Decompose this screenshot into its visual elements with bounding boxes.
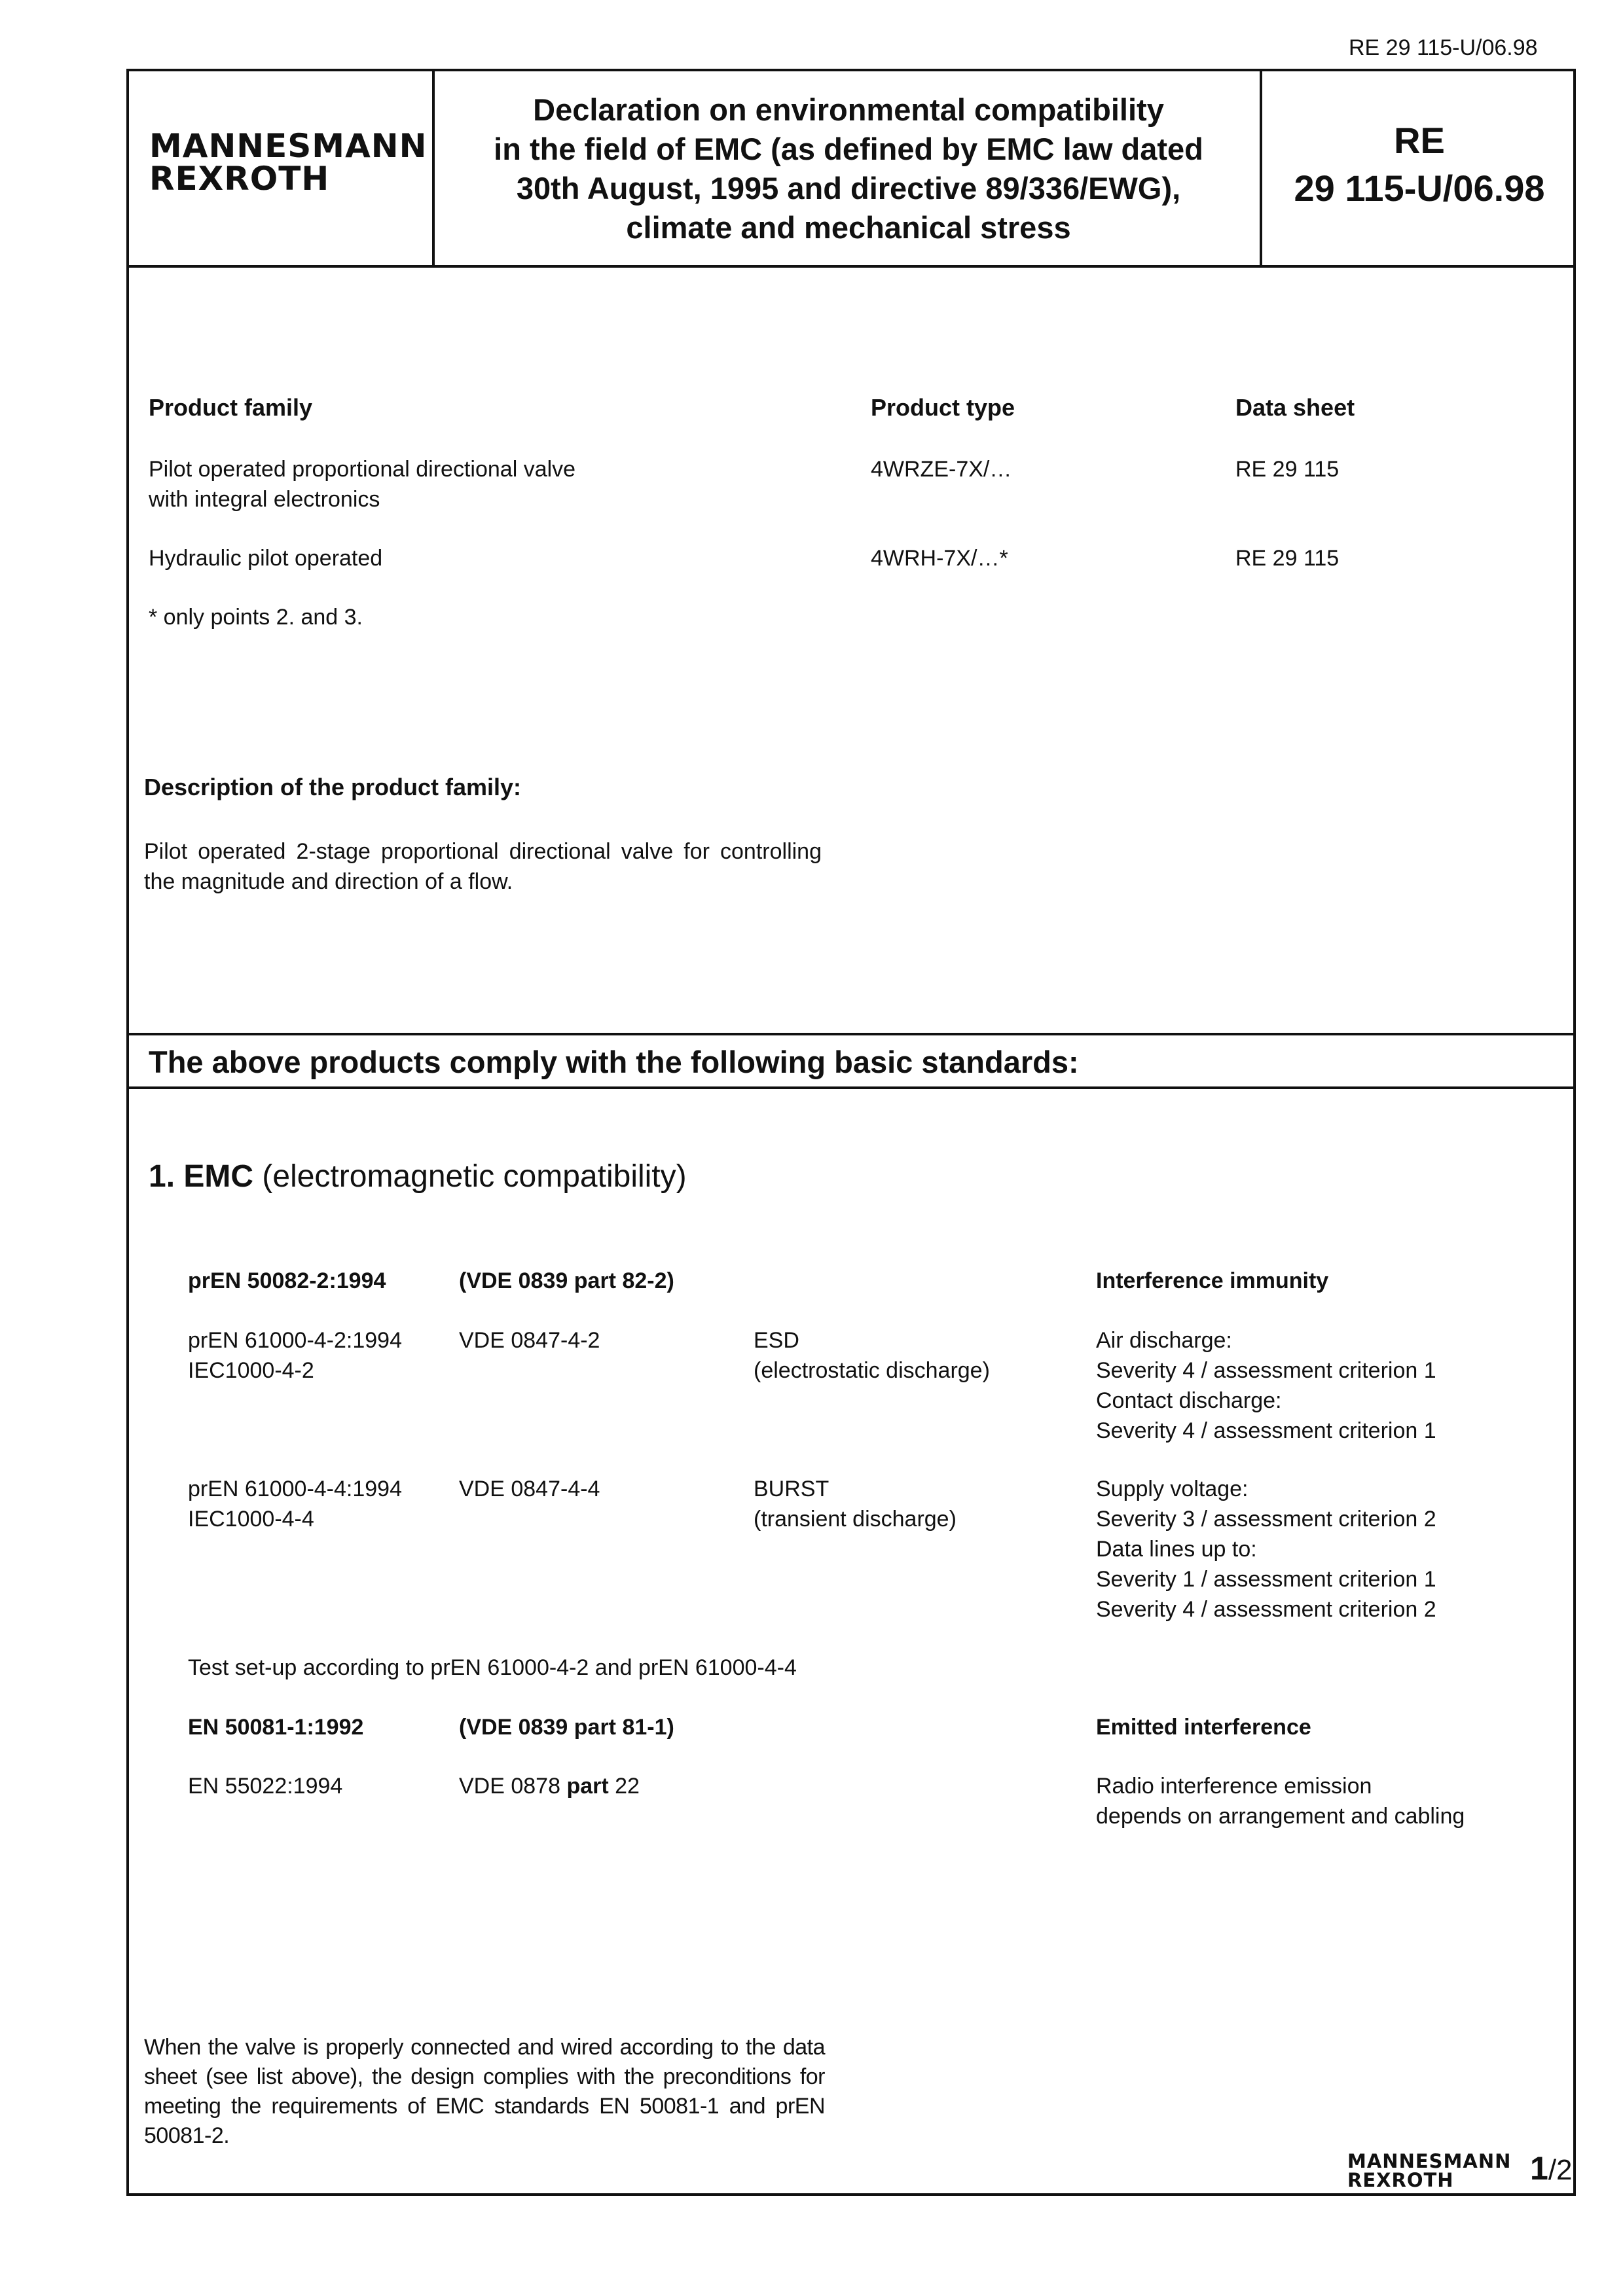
- product-row-1-family: Pilot operated proportional directional valve with integral electronics: [149, 457, 576, 512]
- standards-heading-bottom-rule: [126, 1086, 1576, 1089]
- page-number: 1/2: [1530, 2150, 1573, 2187]
- burst-standard: prEN 61000-4-4:1994 IEC1000-4-4: [188, 1477, 403, 1532]
- description-text: Pilot operated 2-stage proportional directional valve for controlling the magnitude and direction of a flow.: [144, 839, 822, 894]
- header-divider-left: [432, 69, 435, 266]
- emc-title-rest: (electromagnetic compatibility): [262, 1159, 687, 1194]
- burst-vde: VDE 0847-4-4: [459, 1477, 600, 1501]
- product-row-2-family: Hydraulic pilot operated: [149, 546, 383, 571]
- header-divider: [126, 265, 1576, 268]
- standards-heading-top-rule: [126, 1033, 1576, 1035]
- emission-row-standard: EN 55022:1994: [188, 1774, 343, 1799]
- product-family-header: Product family: [149, 394, 313, 421]
- emc-number: 1.: [149, 1159, 175, 1194]
- header-document-number: RE 29 115-U/06.98: [1294, 120, 1545, 209]
- emission-vde: (VDE 0839 part 81-1): [459, 1715, 674, 1740]
- product-row-1-data-sheet: RE 29 115: [1235, 457, 1340, 482]
- brand-logo: MANNESMANN REXROTH: [149, 127, 428, 198]
- product-row-1-type: 4WRZE-7X/…: [871, 457, 1012, 482]
- esd-type: ESD (electrostatic discharge): [754, 1328, 990, 1383]
- header-divider-right: [1260, 69, 1262, 266]
- emission-details: Radio interference emission depends on arrangement and cabling: [1096, 1774, 1465, 1829]
- emission-row-vde: VDE 0878 part 22: [459, 1774, 640, 1799]
- page-title: Declaration on environmental compatibility in the field of EMC (as defined by EMC law dated 30th August, 1995 and directive 89/336/EWG), climate and mechanical stress: [494, 92, 1203, 245]
- standards-heading: The above products comply with the following basic standards:: [149, 1045, 1079, 1079]
- esd-standard: prEN 61000-4-2:1994 IEC1000-4-2: [188, 1328, 403, 1383]
- emc-heading: [149, 1158, 687, 1194]
- data-sheet-header: Data sheet: [1235, 394, 1355, 421]
- immunity-vde: (VDE 0839 part 82-2): [459, 1268, 674, 1293]
- immunity-label: Interference immunity: [1096, 1268, 1329, 1293]
- burst-details: Supply voltage: Severity 3 / assessment criterion 2 Data lines up to: Severity 1 / assessment criterion 1 Severity 4 / assessment criterion 2: [1096, 1477, 1436, 1622]
- emission-label: Emitted interference: [1096, 1715, 1311, 1740]
- product-footnote: * only points 2. and 3.: [149, 605, 363, 630]
- description-heading: Description of the product family:: [144, 774, 522, 800]
- burst-type: BURST (transient discharge): [754, 1477, 957, 1532]
- esd-vde: VDE 0847-4-2: [459, 1328, 600, 1353]
- document-frame: [126, 69, 1576, 2196]
- emc-title-bold: EMC: [183, 1159, 254, 1194]
- product-type-header: Product type: [871, 394, 1015, 421]
- product-row-2-data-sheet: RE 29 115: [1235, 546, 1340, 571]
- esd-details: Air discharge: Severity 4 / assessment criterion 1 Contact discharge: Severity 4 / assessment criterion 1: [1096, 1328, 1436, 1443]
- immunity-standard: prEN 50082-2:1994: [188, 1268, 386, 1293]
- footer-brand-logo: MANNESMANN REXROTH: [1347, 2150, 1512, 2191]
- test-setup-text: Test set-up according to prEN 61000-4-2 and prEN 61000-4-4: [188, 1655, 797, 1680]
- compliance-note: When the valve is properly connected and wired according to the data sheet (see list above), the design complies with the preconditions for meeting the requirements of EMC standards EN 50081-1 and prEN 50081-2.: [144, 2035, 825, 2148]
- product-row-2-type: 4WRH-7X/…*: [871, 546, 1008, 571]
- document-reference: RE 29 115-U/06.98: [1349, 35, 1538, 60]
- emission-standard: EN 50081-1:1992: [188, 1715, 364, 1740]
